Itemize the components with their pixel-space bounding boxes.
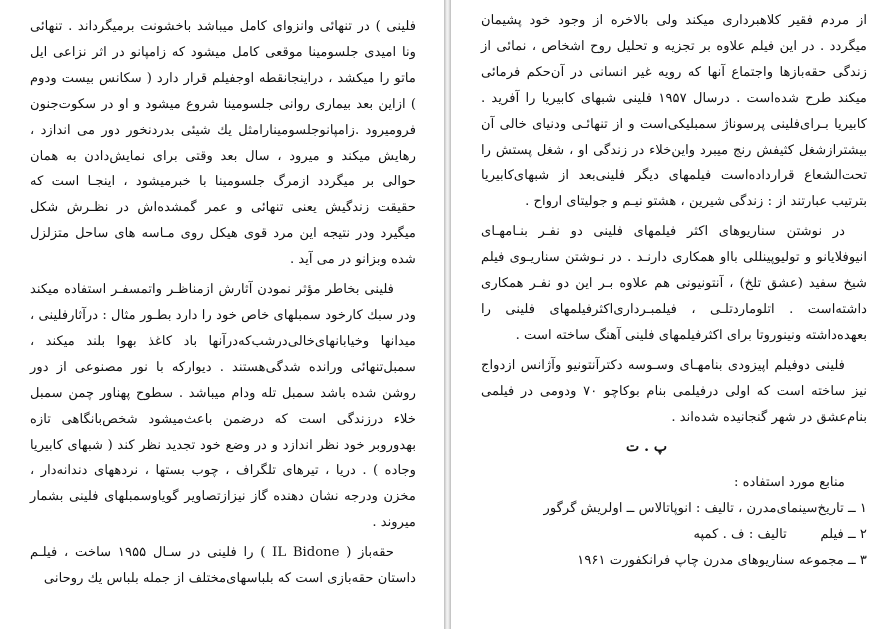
author-signature: پ . ت [626, 438, 667, 455]
paragraph: فلینی بخاطر مؤثر نمودن آثارش ازمناظـر واتمسفـر استفاده میکند ودر سبك کارخود سمبلهای خاص خود را دارد بطـور مثال : درآثارفلینی ، میدانها وخیابانهای‌خالی‌درشب‌که‌درآنها باد کاغذ بهوا بلند میکند ، سمبل‌تنهائی ورانده شدگی‌هستند . دیوارکه با نور مصنوعی از دور روشن شده باشد سمبل تله ودام میباشد . سطوح پهناور چمن سمبل خلاء درزندگی است که درضمن باعث‌میشود شخص‌بانگاهی تازه بهدوروبر خود نظر اندازد و در وضع خود تجدید نظر کند ( شبهای کابیریا وجاده ) . دریا ، تیرهای تلگراف ، چوب بستها ، نردههای دندانه‌دار ، مخزن ودرجه نشان دهنده گاز نیزازتصاویر گویاوسمبلهای فلینی بشمار میروند . [30, 282, 416, 531]
paragraph: فلینی دوفیلم اپیزودی بنامهـای وسـوسه دکترآنتونیو وآژانس ازدواج نیز ساخته است که اولی درفیلمی بنام بوکاچو ۷۰ ودومی در فیلمی بنام‌عشق در شهر گنجانیده شده‌اند . [481, 357, 867, 425]
paragraph: در نوشتن سناریوهای اکثر فیلمهای فلینی دو نفـر بنـامهـای انیوفلایانو و تولیوپینللی بااو همکاری دارنـد . در نـوشتن سناریـوی فیلم شیخ سفید (عشق تلخ) ، آنتونیونی هم علاوه بـر این دو نفـر همکاری داشته‌است . اتلوماردتلـی ، فیلمبـرداری‌اکثرفیلمهای فلینی را بعهده‌داشته ونینوروتا برای اکثرفیلمهای فلینی آهنگ ساخته است . [481, 224, 867, 343]
left-page-text [30, 14, 416, 592]
source-item: ۲ ــ فیلم تالیف : ف . کمپه [693, 527, 867, 543]
source-item: ۳ ــ مجموعه سناریوهای مدرن چاپ فرانکفورت ۱۹۶۱ [577, 553, 867, 569]
sources-title: منابع مورد استفاده : [733, 475, 845, 491]
right-page-text [481, 8, 867, 574]
right-page [451, 0, 895, 629]
book-gutter [444, 0, 451, 629]
source-item: ۱ ــ تاریخ‌سینمای‌مدرن ، تالیف : انوپاتالاس ــ اولریش گرگور [543, 501, 867, 517]
left-page [0, 0, 444, 629]
paragraph: حقه‌باز ( IL Bidone ) را فلینی در سـال ۱۹۵۵ ساخت ، فیلـم داستان حقه‌بازی است که بلباسهای‌مختلف از جمله بلباس یك روحانی [30, 545, 416, 587]
paragraph: فلینی ) در تنهائی وانزوای کامل میباشد باخشونت برمیگرداند . تنهائی ونا امیدی جلسومینا موقعی کامل میشود که زامپانو در اثر نزاعی ایل ماتو را میکشد ، دراینجانقطه اوجفیلم قرار دارد ( سکانس بیست ودوم ) ازاین بعد بیماری روانی جلسومینا شروع میشود و او در سکوت‌جنون فرومیرود .زامپانوجلسومینارامثل یك شیئی بدردنخور دور می اندازد ، رهایش میکند و میرود ، سال بعد وقتی برای نمایش‌دادن به همان حوالی بر میگردد ازمرگ جلسومینا با خبرمیشود ، اینجـا است که حقیقت زندگیش یعنی تنهائی و عمر گمشده‌اش در نظـرش شکل میگیرد ودر نتیجه این مرد قوی هیکل روی مـاسه های ساحل متزلزل شده وبزانو در می آید . [30, 19, 416, 268]
paragraph: از مردم فقیر کلاهبرداری میکند ولی بالاخره از وجود خود پشیمان میگردد . در این فیلم علاوه بر تجزیه و تحلیل روح اشخاص ، نمائی از زندگی حقه‌بازها واجتماع آنها که رویه غیر انسانی در آن‌حکم فرمائی میکند طرح شده‌است . درسال ۱۹۵۷ فلینی شبهای کابیریا را آفرید . کابیریا بـرای‌فلینی پرسوناژ سمبلیکی‌است و از تنهائـی ودنیای خالی آن بیشتر‌ازشغل کثیفش رنج میبرد واین‌خلاء در زندگی او ، شغل پستش را تحت‌الشعاع قرارداده‌است فیلمهای دیگر فلینی‌بعد از شبهای‌کابیریا بترتیب عبارتند از : زندگی شیرین ، هشتو نیـم و جولیتای ارواح . [481, 13, 867, 210]
